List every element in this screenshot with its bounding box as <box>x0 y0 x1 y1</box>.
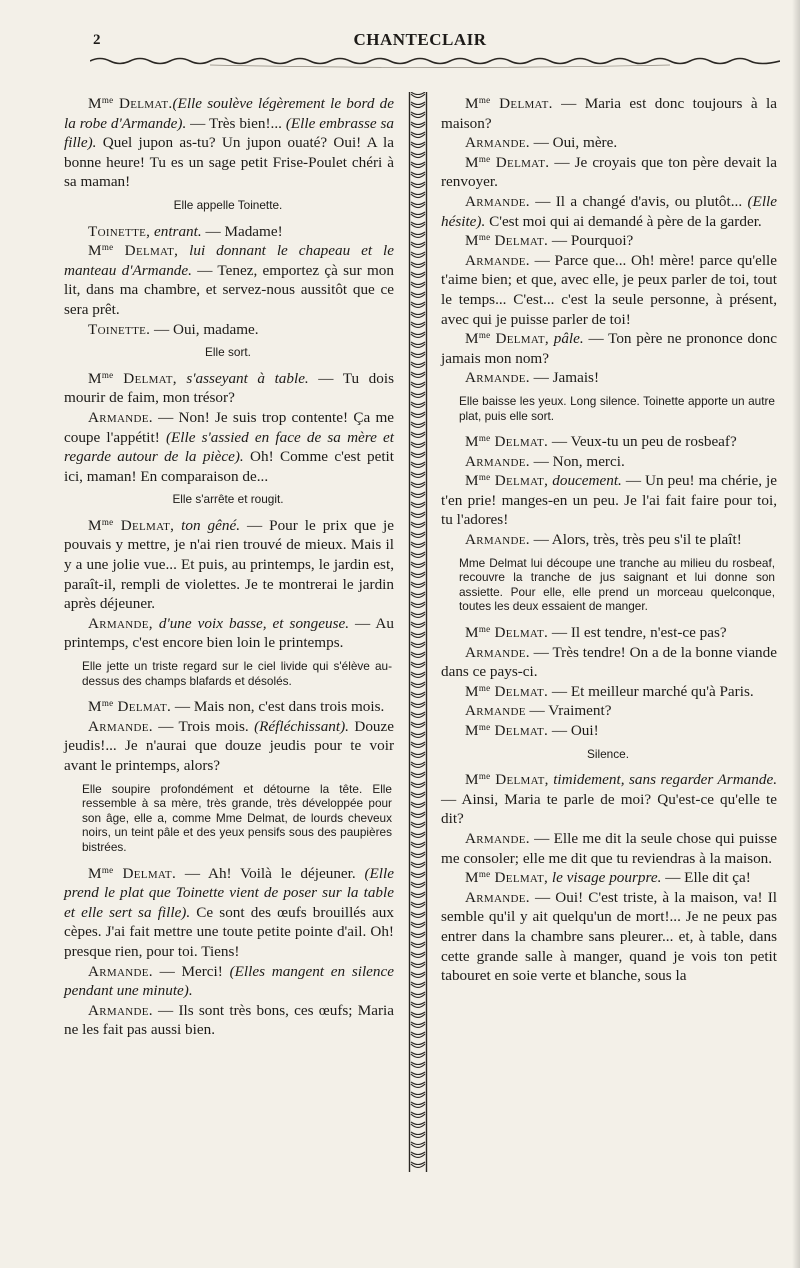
title-abbrev: M <box>465 771 479 789</box>
speaker-name <box>88 698 171 715</box>
speech-text: — Elle me dit la seule chose qui puisse me consoler; elle me dit que tu reviendras à la maison. <box>441 829 777 867</box>
speaker-label: Delmat. <box>494 682 549 700</box>
speech-paragraph <box>441 192 777 231</box>
speech-text: Quel jupon as-tu? Un jupon ouaté? Oui! A la bonne heure! <box>64 134 394 171</box>
inline-direction: (Elle s'assied en face de sa mère et regarde autour de la pièce). <box>64 428 394 466</box>
speech-paragraph <box>441 471 777 530</box>
speaker-name <box>465 95 553 112</box>
inline-direction: (Elle prend le plat que Toinette vient de poser sur la table et elle sert sa fille). <box>64 864 394 921</box>
speaker-label: Armande. <box>465 192 530 210</box>
speaker-name <box>465 433 548 450</box>
speech-paragraph <box>441 682 777 702</box>
speaker-label: Armande. <box>88 962 153 980</box>
speaker-name <box>465 531 530 548</box>
speaker-name <box>465 889 530 906</box>
speaker-label: Armande. <box>465 452 530 470</box>
speaker-label: Delmat. <box>494 624 549 642</box>
title-abbrev: M <box>88 242 102 260</box>
speech-text: — Maria est donc toujours à la maison? <box>441 95 777 132</box>
speech-text: — Elle dit ça! <box>661 869 751 887</box>
speaker-direction: s'asseyant à table. <box>176 369 309 387</box>
speaker-label: Delmat, <box>495 330 549 348</box>
title-abbrev-superscript: me <box>101 95 114 105</box>
speaker-name <box>465 252 530 269</box>
speaker-name <box>465 830 530 847</box>
speaker-direction: d'une voix basse, et songeuse. <box>152 614 350 632</box>
title-abbrev-superscript: me <box>478 232 491 243</box>
title-abbrev-superscript: me <box>478 722 491 732</box>
inline-direction: (Réfléchissant). <box>254 717 349 735</box>
title-abbrev-superscript: me <box>478 771 491 782</box>
speech-text: — Mais non, c'est dans trois mois. <box>171 698 385 716</box>
speaker-direction: pâle. <box>549 330 584 348</box>
speaker-name <box>88 615 153 632</box>
speaker-direction: ton gêné. <box>174 516 241 534</box>
title-abbrev: M <box>465 624 479 642</box>
title-abbrev: M <box>465 433 479 451</box>
speaker-name <box>88 1002 153 1019</box>
speaker-label: Armande <box>465 702 526 720</box>
speech-paragraph <box>64 864 394 962</box>
speech-text: — Très tendre! On a de la bonne viande dans ce pays-ci. <box>441 643 777 681</box>
title-abbrev-superscript: me <box>101 864 114 875</box>
speaker-name <box>465 624 548 641</box>
speaker-name <box>88 95 172 112</box>
speech-text: — Pourquoi? <box>548 232 634 250</box>
title-abbrev: M <box>465 232 479 250</box>
speaker-label: Delmat. <box>494 433 549 451</box>
speaker-label: Delmat. <box>495 153 550 171</box>
speaker-name <box>465 154 549 171</box>
speaker-name <box>465 193 530 210</box>
speech-text: — Alors, très, très peu s'il te plaît! <box>529 531 742 549</box>
speech-text: — Tenez, emportez çà sur mon lit, dans ma chambre, et servez-nous aussitôt que ce sera prêt. <box>64 261 394 318</box>
speaker-label: Delmat. <box>117 698 172 716</box>
speech-text: — Oui, madame. <box>150 320 259 338</box>
speech-text: — Merci! <box>152 962 230 980</box>
speech-text: — Oui! <box>548 722 599 739</box>
speaker-name <box>88 517 174 534</box>
inline-direction: (Elle hésite). <box>441 192 777 230</box>
speech-paragraph <box>64 408 394 486</box>
speech-paragraph <box>441 94 777 133</box>
speech-paragraph <box>441 368 777 388</box>
speaker-name <box>465 683 548 700</box>
speech-text: — Oui, mère. <box>529 134 618 152</box>
stage-direction: Elle sort. <box>205 345 251 360</box>
stage-direction: Elle s'arrête et rougit. <box>172 492 284 507</box>
speaker-label: Delmat, <box>123 369 177 387</box>
speech-paragraph <box>441 133 777 153</box>
title-abbrev: M <box>88 864 102 882</box>
speech-paragraph <box>441 623 777 643</box>
speech-text: — Trois mois. <box>152 717 255 735</box>
title-abbrev: M <box>465 722 479 739</box>
ornamental-column-divider <box>408 92 428 1172</box>
speaker-name <box>465 722 548 739</box>
speech-text: — Oui! C'est triste, à la maison, va! Il semble qu'il y ait quelqu'un de mort!... Je ne peux pas entrer dans la chambre sans pleurer... et, à table, dans cette grande salle à manger, quand je vois ton petit tabouret en soie verte et blanche, sous la <box>441 888 777 985</box>
speaker-label: Delmat, <box>120 516 175 534</box>
running-title: CHANTECLAIR <box>353 30 487 49</box>
speech-text: — Ah! Voilà le déjeuner. <box>176 864 365 882</box>
speech-paragraph <box>64 369 394 408</box>
speech-text: — Il est tendre, n'est-ce pas? <box>548 624 727 642</box>
stage-direction: Elle baisse les yeux. Long silence. Toinette apporte un autre plat, puis elle sort. <box>459 393 775 423</box>
speaker-label: Armande. <box>465 251 530 269</box>
speaker-name <box>465 369 530 386</box>
speaker-name <box>465 644 530 661</box>
speech-text: — Non! Je suis trop contente! Ça me coupe l'appétit! <box>64 408 394 446</box>
title-abbrev: M <box>465 153 479 171</box>
speech-text: — Madame! <box>201 222 283 240</box>
speaker-name <box>88 223 150 240</box>
speaker-label: Delmat. <box>122 864 177 882</box>
stage-direction: Elle appelle Toinette. <box>173 197 283 212</box>
inline-direction: (Elle embrasse sa fille). <box>64 114 394 152</box>
stage-direction: Mme Delmat lui découpe une tranche au milieu du rosbeaf, recouvre la tranche de jus saignant et lui donne son assiette. Pour elle, elle prend un morceau quelconque, toutes les deux essaient de manger. <box>459 555 775 614</box>
title-abbrev: M <box>465 95 479 112</box>
speaker-label: Armande. <box>88 717 153 735</box>
speech-paragraph <box>441 829 777 868</box>
speaker-name <box>88 321 150 338</box>
speech-text: — Un peu! ma chérie, je t'en prie! manges-en un peu. Je l'ai fait faire pour toi, tu l'adores! <box>441 472 777 529</box>
speaker-label: Delmat, <box>494 472 549 490</box>
speech-paragraph <box>64 516 394 614</box>
speaker-name <box>465 134 530 151</box>
inline-direction: (Elles mangent en silence pendant une minute). <box>64 962 394 1000</box>
speech-paragraph <box>64 614 394 653</box>
speaker-label: Armande. <box>465 888 530 906</box>
speaker-direction: entrant. <box>150 222 202 240</box>
speaker-label: Delmat, <box>124 242 179 260</box>
speaker-label: Delmat. <box>499 95 553 112</box>
speech-text: — Jamais! <box>529 369 600 387</box>
speech-paragraph <box>64 697 394 717</box>
speaker-name <box>88 865 176 882</box>
speech-text: — Non, merci. <box>529 452 625 470</box>
title-abbrev-superscript: me <box>478 624 491 635</box>
right-column <box>441 94 777 986</box>
speech-text: — Ainsi, Maria te parle de moi? Qu'est-ce qu'elle te dit? <box>441 790 777 828</box>
speaker-label: Armande. <box>465 531 530 549</box>
speech-paragraph <box>441 721 777 741</box>
speaker-name <box>88 409 153 426</box>
speech-text: — Et meilleur marché qu'à Paris. <box>548 682 754 700</box>
speaker-direction: lui donnant le chapeau et le manteau d'Armande. <box>64 242 394 279</box>
speech-paragraph <box>64 962 394 1001</box>
speaker-label: Toinette, <box>88 222 151 240</box>
speaker-name <box>465 330 549 347</box>
title-abbrev-superscript: me <box>478 433 491 444</box>
speaker-label: Armande. <box>465 134 530 152</box>
speech-paragraph <box>64 241 394 319</box>
speech-paragraph <box>441 452 777 472</box>
speaker-label: Armande. <box>465 643 530 661</box>
speaker-label: Armande, <box>88 614 153 632</box>
title-abbrev: M <box>88 516 102 534</box>
speech-text: — Au printemps, c'est encore bien loin le printemps. <box>64 614 394 652</box>
speaker-label: Delmat. <box>118 95 173 112</box>
title-abbrev-superscript: me <box>101 369 114 380</box>
speech-paragraph <box>441 530 777 550</box>
title-abbrev: M <box>88 369 102 387</box>
title-abbrev-superscript: me <box>101 698 114 709</box>
speaker-name <box>88 718 153 735</box>
speaker-name <box>88 963 153 980</box>
page-edge-shadow <box>792 0 800 1268</box>
speaker-label: Armande. <box>88 1001 153 1019</box>
speaker-label: Armande. <box>465 829 530 847</box>
speech-text: Ce sont des œufs brouillés aux cèpes. J'ai fait mettre une toute petite pointe d'ail. Oh! presque rien, pour toi. Tiens! <box>64 903 394 960</box>
speech-paragraph <box>64 320 394 340</box>
title-abbrev: M <box>88 95 102 112</box>
speech-text: — Vraiment? <box>525 702 612 720</box>
speech-text: — Parce que... Oh! mère! parce qu'elle t'aime bien; et que, avec elle, je peux parler de toi, tout le temps... C'est... c'est la seule personne, à présent, avec qui je puisse parler de toi! <box>441 251 777 328</box>
speech-paragraph <box>441 888 777 986</box>
speaker-label: Delmat. <box>494 232 549 250</box>
speech-text: Douze jeudis!... Je n'aurai que douze jeudis pour te voir avant le printemps, alors? <box>64 717 394 774</box>
speaker-label: Delmat, <box>494 869 549 887</box>
speech-text: Oh! Comme c'est petit ici, maman! En comparaison de... <box>64 448 394 485</box>
stage-direction: Elle jette un triste regard sur le ciel livide qui s'élève au-dessus des champs blafards et désolés. <box>82 659 392 688</box>
speech-paragraph <box>441 153 777 192</box>
speaker-name <box>465 472 548 489</box>
speaker-name <box>465 232 548 249</box>
title-abbrev-superscript: me <box>478 153 491 164</box>
speaker-direction: timidement, sans regarder Armande. <box>548 771 777 789</box>
page-number: 2 <box>93 32 101 48</box>
title-abbrev: M <box>465 682 479 700</box>
speaker-direction: (Elle soulève légèrement le bord de la robe d'Armande). <box>64 95 394 132</box>
speech-paragraph <box>64 222 394 242</box>
stage-direction: Silence. <box>587 746 629 761</box>
title-abbrev: M <box>465 472 479 490</box>
title-abbrev-superscript: me <box>478 869 491 880</box>
speech-paragraph <box>441 432 777 452</box>
title-abbrev-superscript: me <box>478 95 491 105</box>
speech-text: C'est moi qui ai demandé à père de la garder. <box>485 212 762 230</box>
speaker-name <box>465 453 530 470</box>
left-column <box>64 94 394 1040</box>
speech-text: — Je croyais que ton père devait la renvoyer. <box>441 153 777 191</box>
speaker-direction: doucement. <box>548 472 622 490</box>
speech-text: — Veux-tu un peu de rosbeaf? <box>548 433 737 451</box>
title-abbrev-superscript: me <box>101 242 114 253</box>
speaker-label: Delmat. <box>494 722 549 739</box>
speech-text: — Pour le prix que je pouvais y mettre, je n'ai rien trouvé de mieux. Mais il y a une jolie vue... Et puis, au printemps, le jardin est, paraît-il, rempli de violettes. Je te montrerai le jardin après déjeuner. <box>64 516 394 613</box>
speech-paragraph <box>441 868 777 888</box>
speech-paragraph <box>64 717 394 776</box>
title-abbrev-superscript: me <box>478 472 491 483</box>
speaker-name <box>465 869 548 886</box>
speech-paragraph <box>64 94 394 192</box>
speech-paragraph <box>441 701 777 721</box>
title-abbrev-superscript: me <box>478 330 491 341</box>
speech-paragraph <box>441 643 777 682</box>
speech-paragraph <box>441 231 777 251</box>
speaker-label: Armande. <box>88 408 153 426</box>
title-abbrev: M <box>465 330 479 348</box>
speech-text: Tu es un sage petit Frise-Poulet chéri à sa maman! <box>64 153 394 191</box>
speaker-label: Toinette. <box>88 320 151 338</box>
speech-text: — Il a changé d'avis, ou plutôt... <box>529 192 748 210</box>
speaker-name <box>88 242 178 259</box>
speaker-name <box>465 771 549 788</box>
speaker-direction: le visage pourpre. <box>548 869 662 887</box>
title-abbrev: M <box>88 698 102 716</box>
speech-text: — Ton père ne prononce donc jamais mon nom? <box>441 330 777 367</box>
speaker-name <box>88 370 177 387</box>
speech-paragraph <box>441 329 777 368</box>
speech-paragraph <box>64 1001 394 1040</box>
speech-paragraph <box>441 770 777 829</box>
speaker-label: Delmat, <box>495 771 549 789</box>
speaker-name <box>465 702 526 719</box>
stage-direction: Elle soupire profondément et détourne la tête. Elle ressemble à sa mère, très grande, très développée pour son âge, elle a, comme Mme Delmat, de lourds cheveux noirs, un teint pâle et des yeux pensifs sous des paupières bistrées. <box>82 781 392 854</box>
speech-paragraph <box>441 251 777 329</box>
header-ornament-rule <box>90 54 780 68</box>
speech-text: — Ils sont très bons, ces œufs; Maria ne les fait pas aussi bien. <box>64 1001 394 1039</box>
speech-text: — Tu dois mourir de faim, mon trésor? <box>64 369 394 407</box>
running-header <box>60 30 780 54</box>
title-abbrev-superscript: me <box>478 682 491 693</box>
title-abbrev-superscript: me <box>101 516 114 527</box>
speaker-label: Armande. <box>465 369 530 387</box>
speech-text: — Très bien!... <box>186 114 286 132</box>
title-abbrev: M <box>465 869 479 887</box>
